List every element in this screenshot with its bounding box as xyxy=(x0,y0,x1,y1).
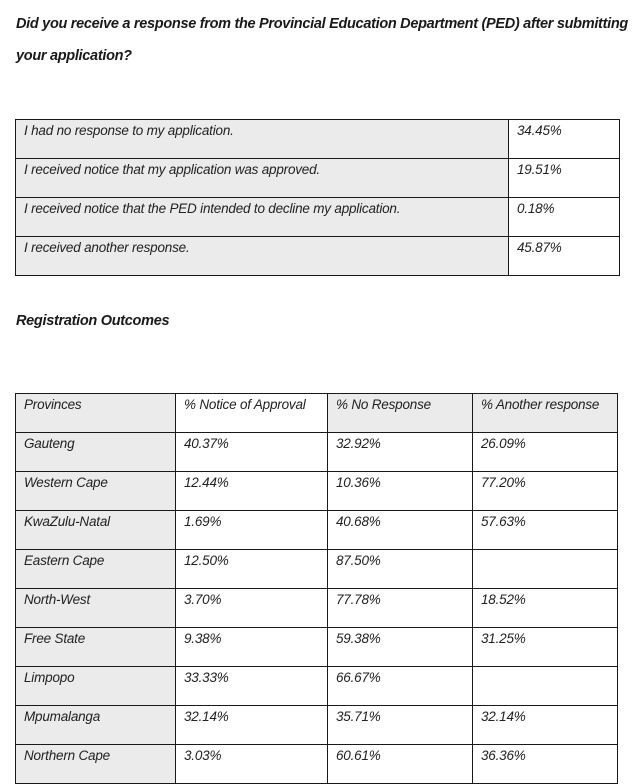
province-name: KwaZulu-Natal xyxy=(16,511,176,550)
province-name: Mpumalanga xyxy=(16,706,176,745)
province-name: Limpopo xyxy=(16,667,176,706)
notice-of-approval-value: 33.33% xyxy=(176,667,328,706)
header-row xyxy=(16,394,618,433)
no-response-value: 87.50% xyxy=(328,550,473,589)
notice-of-approval-value: 12.44% xyxy=(176,472,328,511)
response-label: I received notice that my application was approved. xyxy=(16,159,509,198)
table-row xyxy=(16,589,618,628)
no-response-value: 35.71% xyxy=(328,706,473,745)
province-name: North-West xyxy=(16,589,176,628)
notice-of-approval-value: 32.14% xyxy=(176,706,328,745)
another-response-value: 32.14% xyxy=(473,706,618,745)
response-percentage: 45.87% xyxy=(509,237,620,276)
table-row xyxy=(16,237,620,276)
notice-of-approval-value: 9.38% xyxy=(176,628,328,667)
no-response-value: 32.92% xyxy=(328,433,473,472)
response-label: I received another response. xyxy=(16,237,509,276)
another-response-value xyxy=(473,667,618,706)
response-percentage: 19.51% xyxy=(509,159,620,198)
table-row xyxy=(16,706,618,745)
another-response-value: 31.25% xyxy=(473,628,618,667)
column-header: % Another response xyxy=(473,394,618,433)
province-name: Western Cape xyxy=(16,472,176,511)
response-label: I had no response to my application. xyxy=(16,120,509,159)
table-row xyxy=(16,159,620,198)
no-response-value: 66.67% xyxy=(328,667,473,706)
response-label: I received notice that the PED intended to decline my application. xyxy=(16,198,509,237)
table-row xyxy=(16,198,620,237)
no-response-value: 60.61% xyxy=(328,745,473,784)
section-title: Registration Outcomes xyxy=(16,313,170,329)
notice-of-approval-value: 1.69% xyxy=(176,511,328,550)
table-row xyxy=(16,628,618,667)
no-response-value: 77.78% xyxy=(328,589,473,628)
another-response-value: 77.20% xyxy=(473,472,618,511)
province-name: Northern Cape xyxy=(16,745,176,784)
column-header: % No Response xyxy=(328,394,473,433)
response-table xyxy=(15,119,620,276)
notice-of-approval-value: 12.50% xyxy=(176,550,328,589)
no-response-value: 59.38% xyxy=(328,628,473,667)
registration-outcomes-table xyxy=(15,393,618,784)
another-response-value: 26.09% xyxy=(473,433,618,472)
another-response-value: 18.52% xyxy=(473,589,618,628)
table-row xyxy=(16,511,618,550)
no-response-value: 40.68% xyxy=(328,511,473,550)
table-row xyxy=(16,433,618,472)
another-response-value xyxy=(473,550,618,589)
another-response-value: 57.63% xyxy=(473,511,618,550)
response-percentage: 34.45% xyxy=(509,120,620,159)
column-header: Provinces xyxy=(16,394,176,433)
notice-of-approval-value: 3.70% xyxy=(176,589,328,628)
province-name: Free State xyxy=(16,628,176,667)
table-row xyxy=(16,472,618,511)
province-name: Eastern Cape xyxy=(16,550,176,589)
notice-of-approval-value: 3.03% xyxy=(176,745,328,784)
notice-of-approval-value: 40.37% xyxy=(176,433,328,472)
table-row xyxy=(16,120,620,159)
table-row xyxy=(16,667,618,706)
table-row xyxy=(16,745,618,784)
response-percentage: 0.18% xyxy=(509,198,620,237)
column-header: % Notice of Approval xyxy=(176,394,328,433)
table-row xyxy=(16,550,618,589)
no-response-value: 10.36% xyxy=(328,472,473,511)
province-name: Gauteng xyxy=(16,433,176,472)
another-response-value: 36.36% xyxy=(473,745,618,784)
question-heading: Did you receive a response from the Provincial Education Department (PED) after submitting your application? xyxy=(16,16,628,64)
